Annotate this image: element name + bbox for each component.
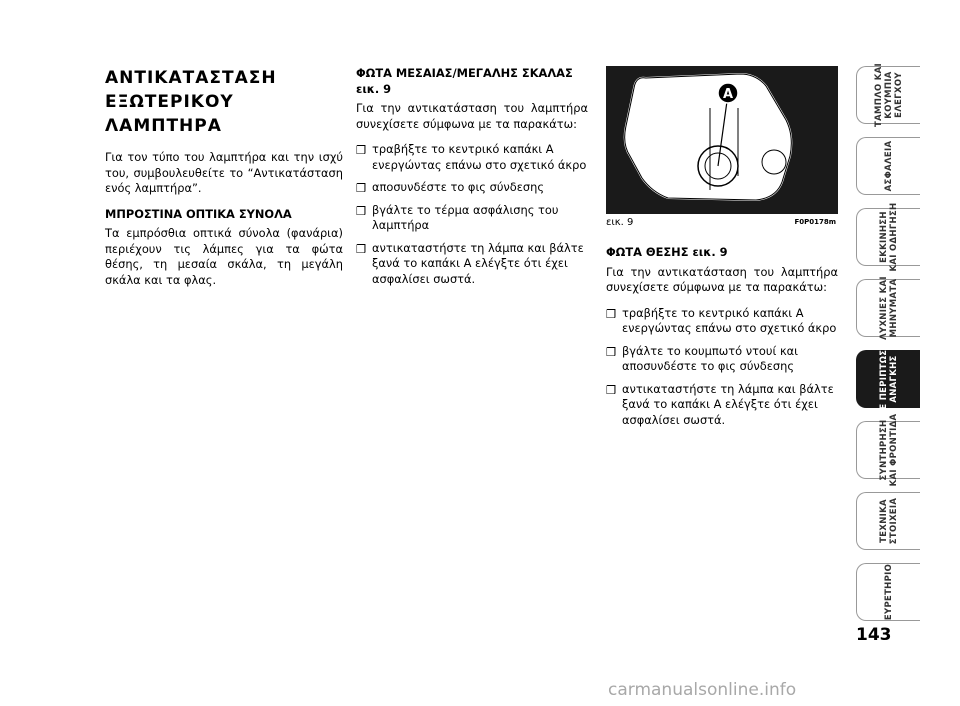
- low-high-beam-steps: [356, 142, 588, 287]
- headlamp-illustration: [606, 66, 838, 214]
- tab-warning-lights[interactable]: ΛΥΧΝΙΕΣ ΚΑΙ ΜΗΝΥΜΑΤΑ: [856, 279, 920, 337]
- column-2: [356, 66, 588, 294]
- figure-code: F0P0178m: [794, 218, 836, 226]
- checkbox-bullet-icon: ❒: [356, 203, 367, 218]
- checkbox-bullet-icon: ❒: [606, 306, 617, 321]
- tab-safety[interactable]: ΑΣΦΑΛΕΙΑ: [856, 137, 920, 195]
- section-text: Τα εμπρόσθια οπτικά σύνολα (φανάρια) περιέχουν τις λάμπες για τα φώτα θέσης, τη μεσαία σκάλα, τη μεγάλη σκάλα και τα φλας.: [105, 226, 343, 287]
- section-title: ΜΠΡΟΣΤΙΝΑ ΟΠΤΙΚΑ ΣΥΝΟΛΑ: [105, 206, 292, 221]
- tab-starting-driving[interactable]: ΕΚΚΙΝΗΣΗ ΚΑΙ ΟΔΗΓΗΣΗ: [856, 208, 920, 266]
- parking-light-intro: Για την αντικατάσταση του λαμπτήρα συνεχίσετε σύμφωνα με τα παρακάτω:: [606, 264, 838, 294]
- intro-text: Για τον τύπο του λαμπτήρα και την ισχύ του, συμβουλευθείτε το “Αντικατάσταση ενός λαμπτήρα”.: [105, 150, 343, 195]
- tab-emergency[interactable]: ΣΕ ΠΕΡΙΠΤΩΣΗ ΑΝΑΓΚΗΣ: [856, 350, 920, 408]
- checkbox-bullet-icon: ❒: [606, 382, 617, 397]
- tab-dashboard[interactable]: ΤΑΜΠΛΟ ΚΑΙ ΚΟΥΜΠΙΑ ΕΛΕΓΧΟΥ: [856, 66, 920, 124]
- tab-technical-data[interactable]: ΤΕΧΝΙΚΑ ΣΤΟΙΧΕΙΑ: [856, 492, 920, 550]
- checkbox-bullet-icon: ❒: [606, 344, 617, 359]
- column-1: [105, 66, 343, 298]
- step-item: ❒ τραβήξτε το κεντρικό καπάκι A ενεργώντας επάνω στο σχετικό άκρο: [356, 142, 587, 172]
- step-item: ❒ τραβήξτε το κεντρικό καπάκι A ενεργώντας επάνω στο σχετικό άκρο: [606, 305, 837, 335]
- checkbox-bullet-icon: ❒: [356, 241, 367, 256]
- checkbox-bullet-icon: ❒: [356, 181, 367, 195]
- figure-caption: [606, 217, 838, 228]
- callout-label: A: [722, 87, 734, 102]
- low-high-beam-heading: ΦΩΤΑ ΜΕΣΑΙΑΣ/ΜΕΓΑΛΗΣ ΣΚΑΛΑΣ εικ. 9: [356, 66, 573, 96]
- page-title: ΑΝΤΙΚΑΤΑΣΤΑΣΗ ΕΞΩΤΕΡΙΚΟΥ ΛΑΜΠΤΗΡΑ: [105, 68, 277, 136]
- figure-number: εικ. 9: [606, 217, 634, 228]
- column-3: [606, 245, 838, 435]
- watermark: carmanualsonline.info: [608, 680, 797, 700]
- page-number: 143: [856, 625, 892, 645]
- parking-light-heading: ΦΩΤΑ ΘΕΣΗΣ εικ. 9: [606, 245, 728, 259]
- parking-light-steps: [606, 306, 838, 429]
- tab-maintenance[interactable]: ΣΥΝΤΗΡΗΣΗ ΚΑΙ ΦΡΟΝΤΙΔΑ: [856, 421, 920, 479]
- headlamp-figure: [606, 66, 838, 214]
- tab-index[interactable]: ΕΥΡΕΤΗΡΙΟ: [856, 563, 920, 621]
- step-item: ❒ αντικαταστήστε τη λάμπα και βάλτε ξανά το καπάκι A ελέγξτε ότι έχει ασφαλίσει σωστά.: [606, 381, 834, 427]
- step-item: ❒ βγάλτε το τέρμα ασφάλισης του λαμπτήρα: [356, 202, 559, 232]
- step-item: ❒ βγάλτε το κουμπωτό ντουί και αποσυνδέστε το φις σύνδεσης: [606, 343, 799, 373]
- step-item: ❒ αντικαταστήστε τη λάμπα και βάλτε ξανά το καπάκι A ελέγξτε ότι έχει ασφαλίσει σωστά.: [356, 240, 584, 286]
- checkbox-bullet-icon: ❒: [356, 143, 367, 157]
- step-item: ❒ αποσυνδέστε το φις σύνδεσης: [356, 180, 545, 195]
- low-high-beam-intro: Για την αντικατάσταση του λαμπτήρα συνεχίσετε σύμφωνα με τα παρακάτω:: [356, 101, 588, 131]
